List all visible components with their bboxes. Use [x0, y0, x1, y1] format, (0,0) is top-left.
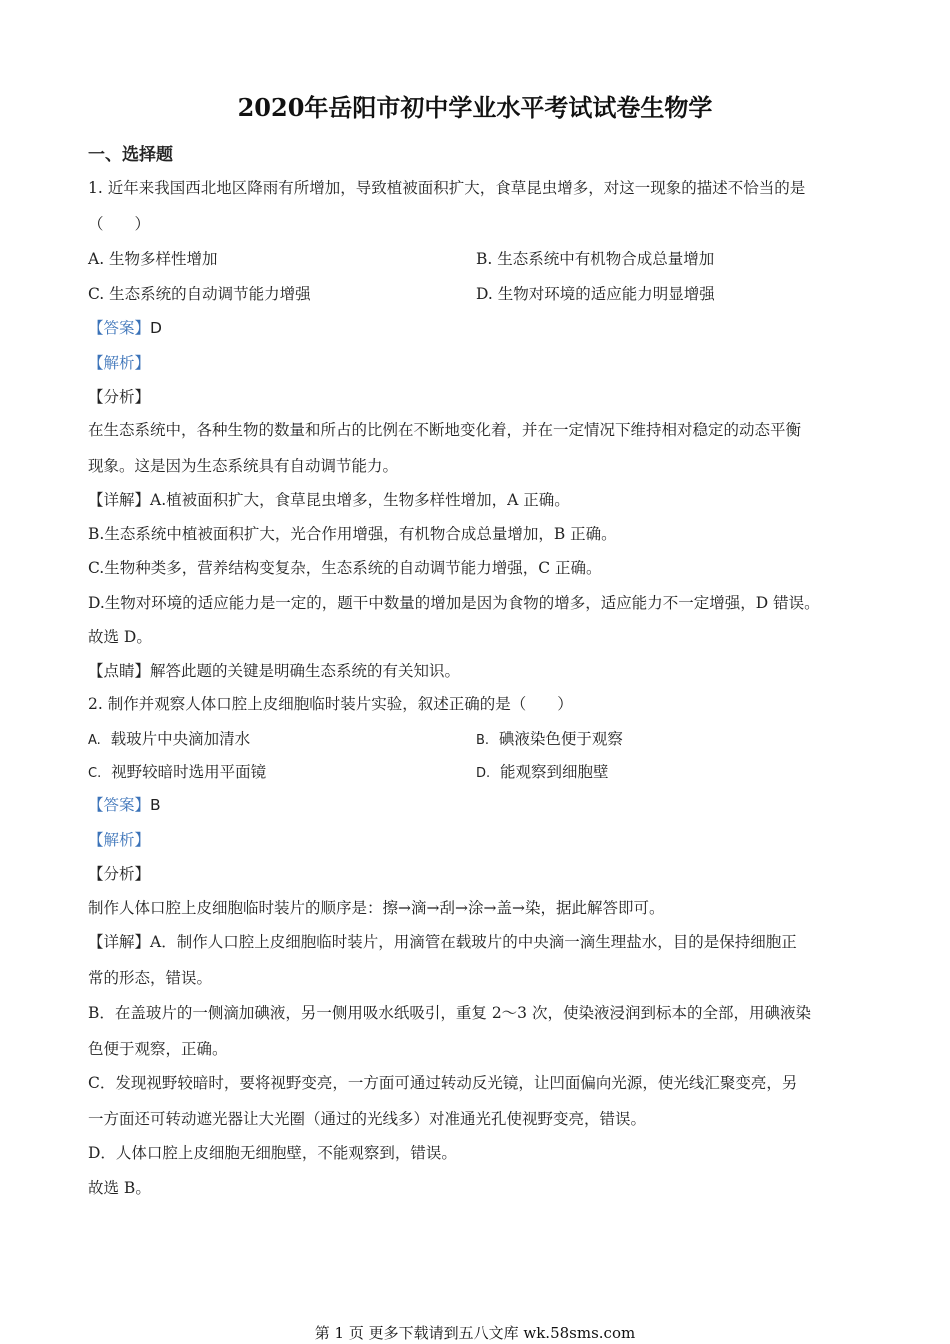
q2-detail-d: D．人体口腔上皮细胞无细胞壁，不能观察到，错误。: [88, 1144, 457, 1162]
q2-option-d: D. 能观察到细胞壁: [476, 763, 609, 781]
q2-analysis: 制作人体口腔上皮细胞临时装片的顺序是：擦→滴→刮→涂→盖→染，据此解答即可。: [88, 899, 665, 917]
answer-tag: 【答案】: [88, 319, 151, 337]
dianjing-tag: 【点睛】: [88, 662, 151, 680]
q1-answer: [88, 318, 162, 338]
q2-detail-b-line1: B．在盖玻片的一侧滴加碘液，另一侧用吸水纸吸引，重复 2～3 次，使染液浸润到标本的全部，用碘液染: [88, 1004, 811, 1022]
q1-detail-c: C.生物种类多，营养结构变复杂，生态系统的自动调节能力增强，C 正确。: [88, 559, 602, 577]
q1-analysis-line1: 在生态系统中，各种生物的数量和所占的比例在不断地变化着，并在一定情况下维持相对稳定的动态平衡: [88, 421, 802, 439]
q2-answer: [88, 795, 161, 815]
q2-choose: 故选 B。: [88, 1179, 151, 1197]
q2-option-a: A. 载玻片中央滴加清水: [88, 730, 251, 748]
q1-analysis-line2: 现象。这是因为生态系统具有自动调节能力。: [88, 457, 399, 475]
page-title: 2020年岳阳市初中学业水平考试试卷生物学: [237, 93, 713, 122]
q1-choose: 故选 D。: [88, 628, 152, 646]
q1-option-b: B. 生态系统中有机物合成总量增加: [476, 250, 715, 268]
q1-fenxi-tag: 【分析】: [88, 388, 151, 406]
detail-tag: 【详解】: [88, 933, 151, 951]
q2-detail-c-line1: C．发现视野较暗时，要将视野变亮，一方面可通过转动反光镜，让凹面偏向光源，使光线汇聚变亮，另: [88, 1074, 798, 1092]
answer-value: B: [150, 796, 161, 814]
q1-option-d: D. 生物对环境的适应能力明显增强: [476, 285, 715, 303]
q1-jiexi-tag: 【解析】: [88, 354, 151, 372]
q2-detail-c-line2: 一方面还可转动遮光器让大光圈（通过的光线多）对准通光孔使视野变亮，错误。: [88, 1110, 647, 1128]
section-heading: 一、选择题: [88, 145, 173, 165]
q1-detail-a: 【详解】A.植被面积扩大，食草昆虫增多，生物多样性增加，A 正确。: [88, 491, 570, 509]
q1-detail-b: B.生态系统中植被面积扩大，光合作用增强，有机物合成总量增加，B 正确。: [88, 525, 617, 543]
q2-detail-b-line2: 色便于观察，正确。: [88, 1040, 228, 1058]
q2-stem: 2. 制作并观察人体口腔上皮细胞临时装片实验，叙述正确的是（ ）: [88, 695, 573, 713]
q2-option-b: B. 碘液染色便于观察: [476, 730, 623, 748]
page-footer: 第 1 页 更多下载请到五八文库 wk.58sms.com: [314, 1324, 636, 1342]
q2-detail-a-line1: 【详解】A．制作人口腔上皮细胞临时装片，用滴管在载玻片的中央滴一滴生理盐水，目的是保持细胞正: [88, 933, 797, 951]
q1-option-a: A. 生物多样性增加: [88, 250, 218, 268]
q1-detail-d: D.生物对环境的适应能力是一定的，题干中数量的增加是因为食物的增多，适应能力不一定增强，D 错误。: [88, 594, 820, 612]
q2-fenxi-tag: 【分析】: [88, 865, 151, 883]
answer-tag: 【答案】: [88, 796, 151, 814]
q1-dianjing: 【点睛】解答此题的关键是明确生态系统的有关知识。: [88, 662, 461, 680]
q2-detail-a-line2: 常的形态，错误。: [88, 969, 213, 987]
q2-option-c: C. 视野较暗时选用平面镜: [88, 763, 267, 781]
q1-option-c: C. 生态系统的自动调节能力增强: [88, 285, 311, 303]
q1-stem: 1. 近年来我国西北地区降雨有所增加，导致植被面积扩大，食草昆虫增多，对这一现象的描述不恰当的是: [88, 179, 806, 197]
q2-jiexi-tag: 【解析】: [88, 831, 151, 849]
answer-value: D: [150, 319, 162, 337]
detail-tag: 【详解】: [88, 491, 151, 509]
q1-paren: （ ）: [88, 215, 151, 233]
